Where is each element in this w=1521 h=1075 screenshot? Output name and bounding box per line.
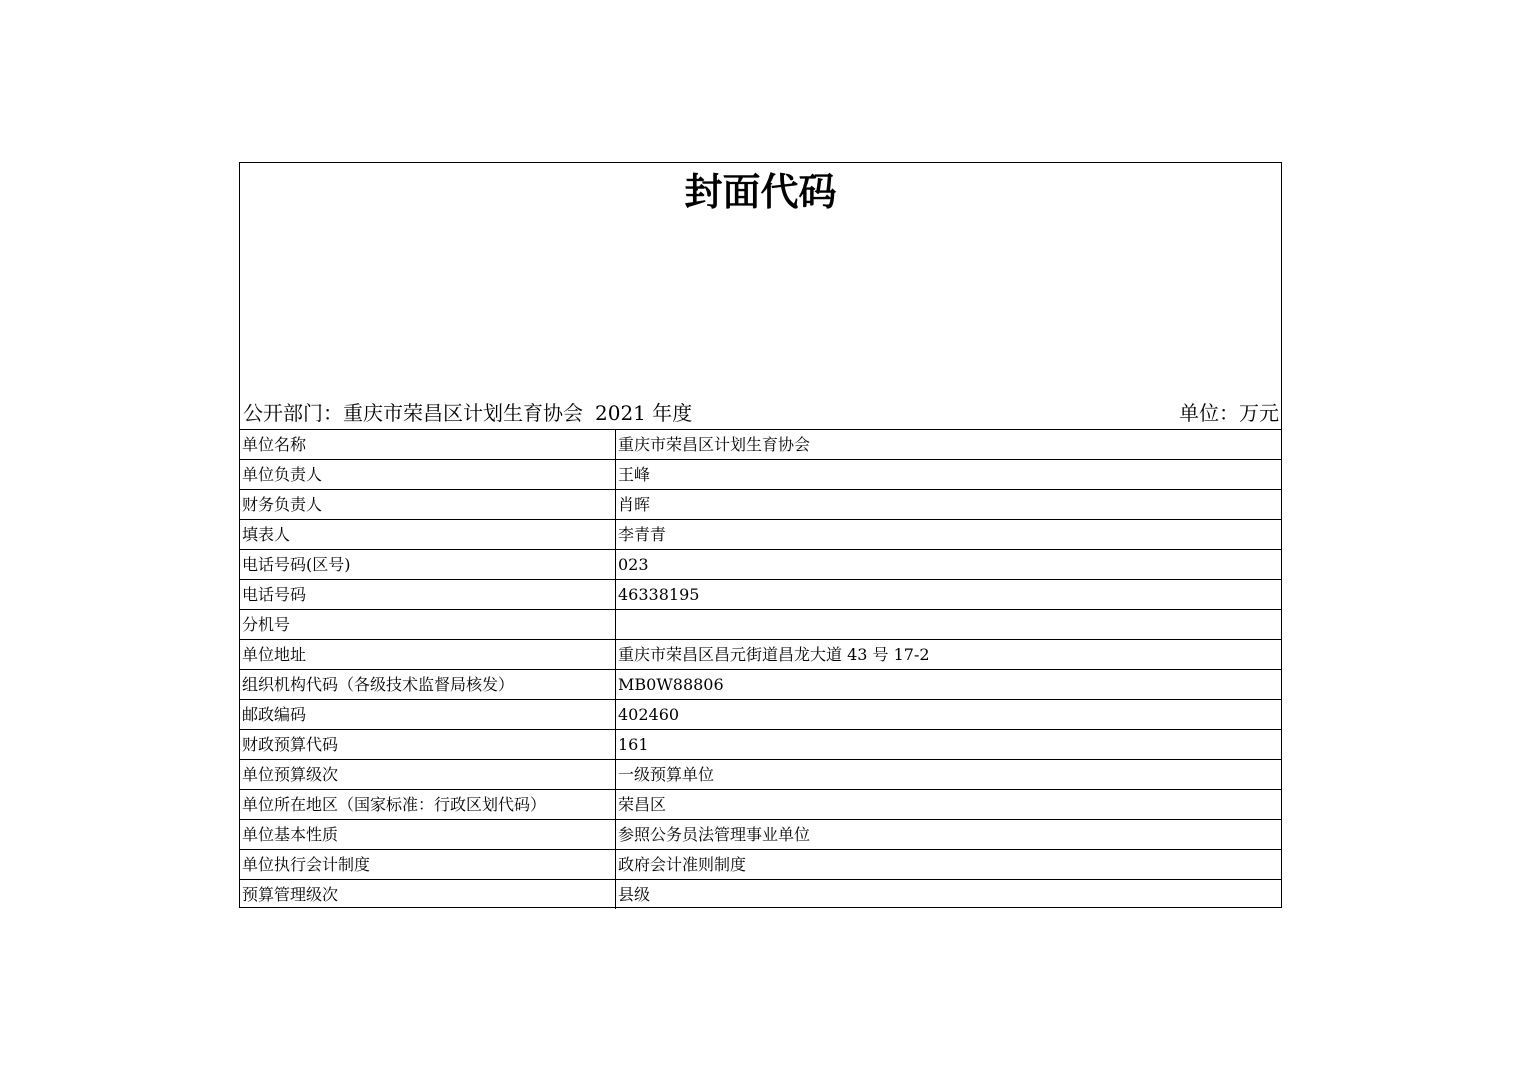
info-table [240, 429, 1281, 909]
header-line [240, 397, 1281, 429]
table-row [240, 760, 1281, 790]
row-label: 单位预算级次 [240, 760, 616, 790]
table-row [240, 550, 1281, 580]
row-label: 财政预算代码 [240, 730, 616, 760]
table-row [240, 850, 1281, 880]
table-row [240, 490, 1281, 520]
row-label: 单位负责人 [240, 460, 616, 490]
row-label: 电话号码(区号) [240, 550, 616, 580]
table-row [240, 520, 1281, 550]
row-value: 政府会计准则制度 [616, 850, 1282, 880]
row-label: 单位名称 [240, 430, 616, 460]
table-row [240, 790, 1281, 820]
row-value: 一级预算单位 [616, 760, 1282, 790]
row-value: MB0W88806 [616, 670, 1282, 700]
fiscal-year: 2021 年度 [595, 401, 693, 425]
row-value: 参照公务员法管理事业单位 [616, 820, 1282, 850]
row-value: 重庆市荣昌区昌元街道昌龙大道 43 号 17-2 [616, 640, 1282, 670]
row-label: 预算管理级次 [240, 880, 616, 910]
table-row [240, 580, 1281, 610]
cover-sheet [239, 162, 1282, 908]
row-label: 填表人 [240, 520, 616, 550]
currency-unit: 单位：万元 [1179, 401, 1279, 425]
table-row [240, 460, 1281, 490]
row-label: 单位所在地区（国家标准：行政区划代码） [240, 790, 616, 820]
row-label: 邮政编码 [240, 700, 616, 730]
table-row [240, 820, 1281, 850]
row-value: 重庆市荣昌区计划生育协会 [616, 430, 1282, 460]
row-label: 分机号 [240, 610, 616, 640]
table-row [240, 670, 1281, 700]
row-label: 单位基本性质 [240, 820, 616, 850]
table-row [240, 880, 1281, 910]
row-value: 402460 [616, 700, 1282, 730]
table-row [240, 730, 1281, 760]
row-label: 单位地址 [240, 640, 616, 670]
row-label: 组织机构代码（各级技术监督局核发） [240, 670, 616, 700]
row-value [616, 610, 1282, 640]
row-value: 161 [616, 730, 1282, 760]
department-line [243, 397, 692, 429]
department-name: 公开部门：重庆市荣昌区计划生育协会 [243, 401, 583, 425]
table-row [240, 610, 1281, 640]
page-title: 封面代码 [684, 170, 837, 214]
row-value: 王峰 [616, 460, 1282, 490]
row-label: 财务负责人 [240, 490, 616, 520]
row-value: 023 [616, 550, 1282, 580]
row-value: 肖晖 [616, 490, 1282, 520]
row-value: 46338195 [616, 580, 1282, 610]
row-label: 单位执行会计制度 [240, 850, 616, 880]
table-row [240, 640, 1281, 670]
table-row [240, 700, 1281, 730]
row-value: 县级 [616, 880, 1282, 910]
row-value: 荣昌区 [616, 790, 1282, 820]
row-value: 李青青 [616, 520, 1282, 550]
row-label: 电话号码 [240, 580, 616, 610]
table-row [240, 430, 1281, 460]
